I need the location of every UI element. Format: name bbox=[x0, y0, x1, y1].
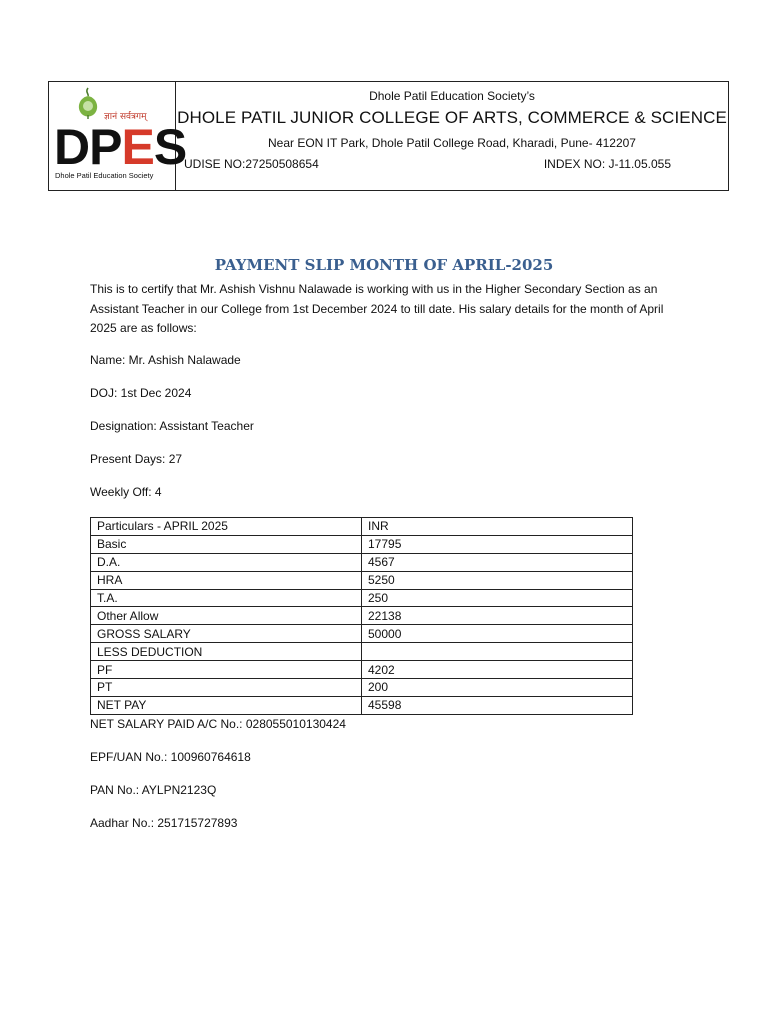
logo-subtitle: Dhole Patil Education Society bbox=[55, 171, 154, 180]
table-cell: 50000 bbox=[362, 625, 633, 643]
pan-number: PAN No.: AYLPN2123Q bbox=[90, 783, 217, 797]
salary-table bbox=[90, 517, 633, 715]
epf-uan-number: EPF/UAN No.: 100960764618 bbox=[90, 750, 251, 764]
table-cell: HRA bbox=[91, 571, 362, 589]
table-row bbox=[91, 661, 633, 679]
table-cell: 17795 bbox=[362, 535, 633, 553]
designation: Designation: Assistant Teacher bbox=[90, 419, 254, 433]
table-header-row bbox=[91, 518, 633, 536]
present-days: Present Days: 27 bbox=[90, 452, 183, 466]
table-cell: Basic bbox=[91, 535, 362, 553]
table-cell: PT bbox=[91, 679, 362, 697]
table-row bbox=[91, 643, 633, 661]
table-cell: Other Allow bbox=[91, 607, 362, 625]
table-cell: D.A. bbox=[91, 553, 362, 571]
logo-wordmark bbox=[54, 118, 186, 176]
table-row bbox=[91, 696, 633, 714]
letterhead-info bbox=[176, 82, 728, 190]
table-cell: 4567 bbox=[362, 553, 633, 571]
logo-letter-e: E bbox=[121, 119, 154, 175]
account-number: NET SALARY PAID A/C No.: 028055010130424 bbox=[90, 717, 346, 731]
table-cell: 200 bbox=[362, 679, 633, 697]
table-row bbox=[91, 535, 633, 553]
table-cell: NET PAY bbox=[91, 696, 362, 714]
leaf-icon bbox=[75, 86, 101, 120]
college-address: Near EON IT Park, Dhole Patil College Road, Kharadi, Pune- 412207 bbox=[268, 136, 636, 150]
weekly-off: Weekly Off: 4 bbox=[90, 485, 162, 499]
table-cell: 45598 bbox=[362, 696, 633, 714]
certification-paragraph: This is to certify that Mr. Ashish Vishnu Nalawade is working with us in the Higher Secondary Section as an Assistant Teacher in our College from 1st December 2024 to till date. His salary details for the month of April 2025 are as follows: bbox=[90, 282, 664, 335]
table-cell: 250 bbox=[362, 589, 633, 607]
dpes-logo bbox=[49, 82, 187, 190]
table-cell: T.A. bbox=[91, 589, 362, 607]
index-number: INDEX NO: J-11.05.055 bbox=[543, 157, 671, 171]
logo-motto: ज्ञानं सर्वत्रगम् bbox=[104, 112, 147, 122]
table-cell: 22138 bbox=[362, 607, 633, 625]
table-cell: LESS DEDUCTION bbox=[91, 643, 362, 661]
logo-letter-p: P bbox=[89, 119, 122, 175]
document-title: PAYMENT SLIP MONTH OF APRIL-2025 bbox=[214, 256, 554, 274]
table-row bbox=[91, 571, 633, 589]
udise-number: UDISE NO:27250508654 bbox=[184, 157, 319, 171]
table-cell: GROSS SALARY bbox=[91, 625, 362, 643]
table-row bbox=[91, 553, 633, 571]
society-name: Dhole Patil Education Society’s bbox=[369, 89, 535, 103]
college-name: DHOLE PATIL JUNIOR COLLEGE OF ARTS, COMMERCE & SCIENCE bbox=[177, 108, 727, 127]
table-cell bbox=[362, 643, 633, 661]
logo-letter-d: D bbox=[54, 119, 90, 175]
aadhar-number: Aadhar No.: 251715727893 bbox=[90, 816, 238, 830]
table-cell: INR bbox=[362, 518, 633, 536]
table-cell: 5250 bbox=[362, 571, 633, 589]
logo-letter-s: S bbox=[153, 119, 187, 175]
table-cell: PF bbox=[91, 661, 362, 679]
table-row bbox=[91, 625, 633, 643]
table-cell: Particulars - APRIL 2025 bbox=[91, 518, 362, 536]
letterhead bbox=[48, 81, 729, 191]
table-row bbox=[91, 607, 633, 625]
table-cell: 4202 bbox=[362, 661, 633, 679]
table-row bbox=[91, 589, 633, 607]
table-row bbox=[91, 679, 633, 697]
employee-name: Name: Mr. Ashish Nalawade bbox=[90, 353, 241, 367]
date-of-joining: DOJ: 1st Dec 2024 bbox=[90, 386, 192, 400]
